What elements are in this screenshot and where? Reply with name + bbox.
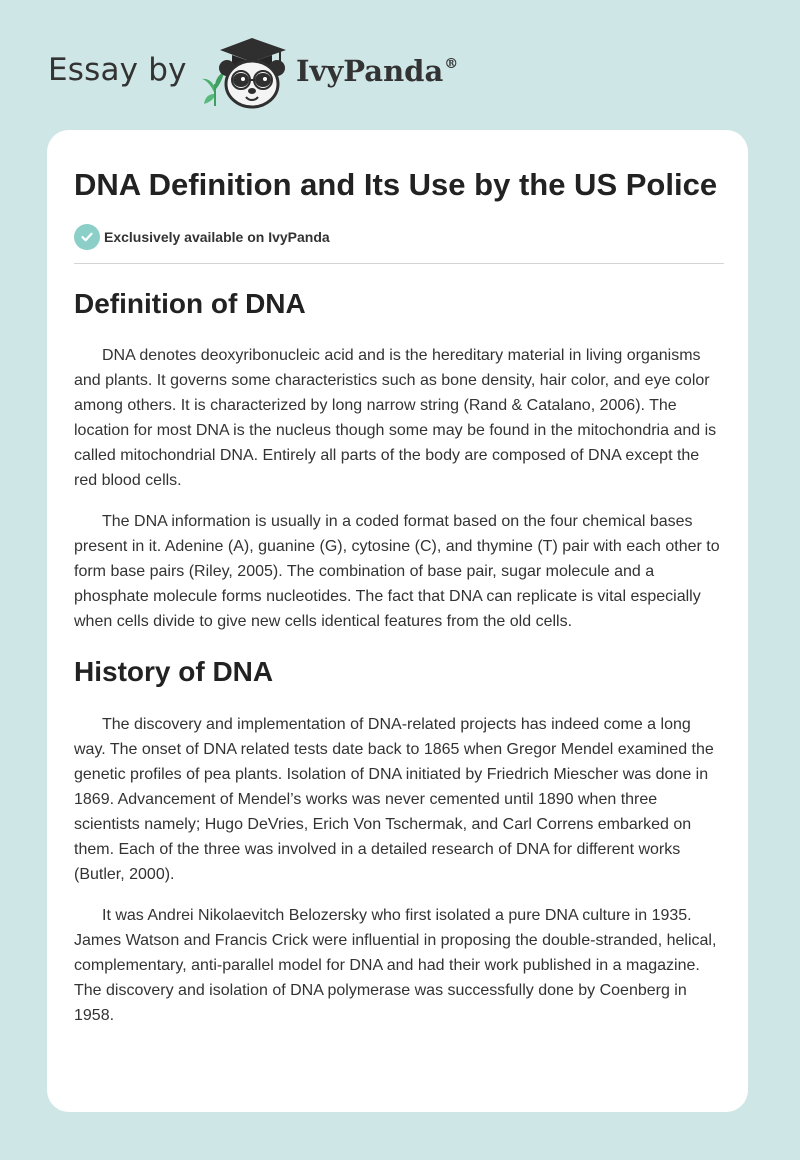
page-title: DNA Definition and Its Use by the US Police [74, 167, 718, 202]
paragraph: It was Andrei Nikolaevitch Belozersky who first isolated a pure DNA culture in 1935. James Watson and Francis Crick were influential in proposing the double-stranded, helical, complementary, anti-parallel model for DNA and had their work published in a magazine. The discovery and isolation of DNA polymerase was successfully done by Coenberg in 1958. [74, 907, 717, 1024]
paragraph: DNA denotes deoxyribonucleic acid and is the hereditary material in living organisms and plants. It governs some characteristics such as bone density, hair color, and eye color among others. It is characterized by long narrow string (Rand & Catalano, 2006). The location for most DNA is the nucleus though some may be found in the mitochondria and is called mitochondrial DNA. Entirely all parts of the body are composed of DNA except the red blood cells. [74, 347, 717, 489]
exclusive-badge [74, 223, 724, 251]
section-definition [74, 286, 724, 634]
site-header [0, 0, 800, 130]
essay-card [47, 130, 748, 1112]
checkmark-icon [74, 224, 100, 250]
title-divider [74, 263, 724, 264]
brand-name-text: IvyPanda [296, 54, 444, 88]
paragraph: The DNA information is usually in a coded format based on the four chemical bases present in it. Adenine (A), guanine (G), cytosine (C), and thymine (T) pair with each other to form base pairs (Riley, 2005). The combination of base pair, sugar molecule and a phosphate molecule forms nucleotides. The fact that DNA can replicate is vital especially when cells divide to give new cells identical features from the old cells. [74, 513, 720, 630]
section-heading: History of DNA [74, 656, 274, 687]
panda-logo-icon[interactable] [200, 34, 292, 110]
essay-by-label: Essay by [48, 52, 187, 88]
exclusive-label: Exclusively available on IvyPanda [104, 229, 330, 245]
brand-name[interactable] [296, 54, 458, 88]
paragraph: The discovery and implementation of DNA-related projects has indeed come a long way. The onset of DNA related tests date back to 1865 when Gregor Mendel examined the genetic profiles of pea plants. Isolation of DNA initiated by Friedrich Miescher was done in 1869. Advancement of Mendel’s works was never cemented until 1890 when three scientists namely; Hugo DeVries, Erich Von Tschermak, and Carl Correns embarked on them. Each of the three was involved in a detailed research of DNA for different works (Butler, 2000). [74, 716, 714, 883]
section-heading: Definition of DNA [74, 288, 306, 319]
essay-content [74, 130, 724, 1028]
section-history [74, 654, 724, 1028]
registered-mark: ® [444, 56, 459, 72]
